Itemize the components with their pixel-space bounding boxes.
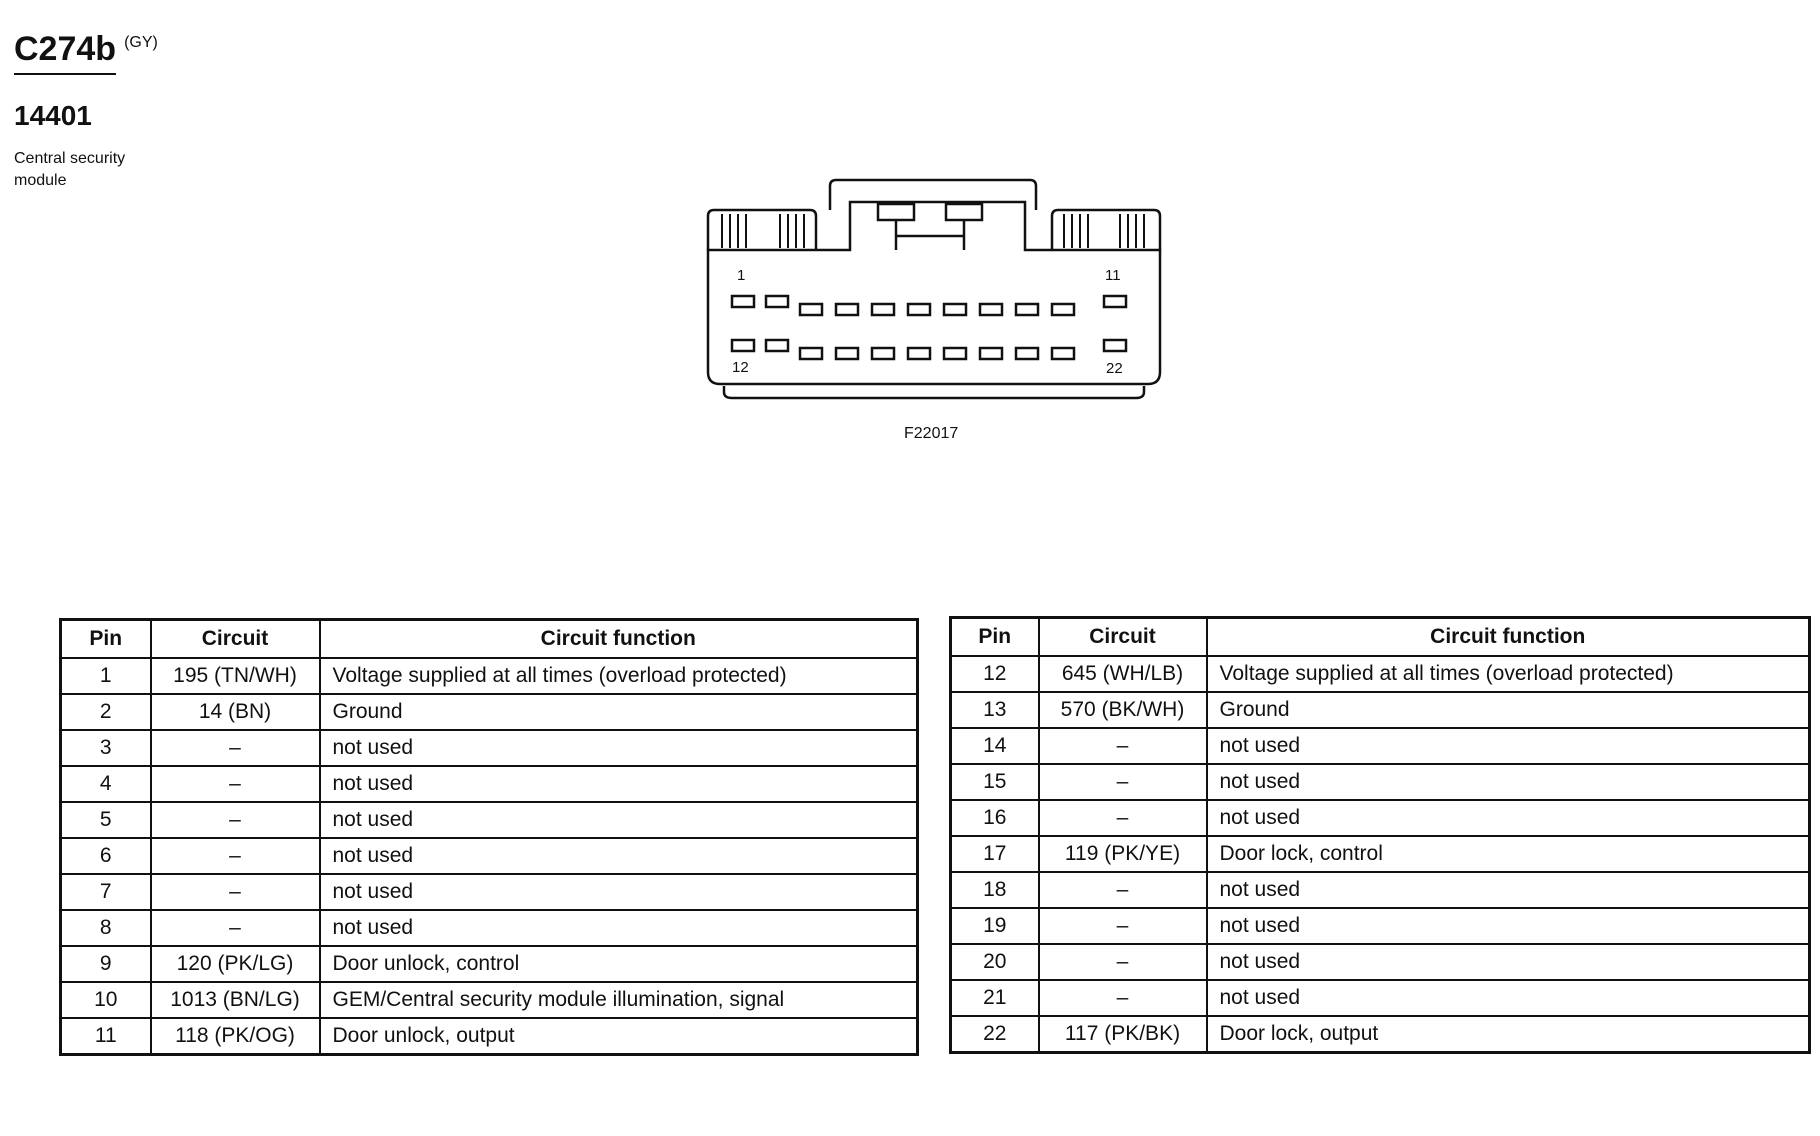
pin-cell: 17	[951, 836, 1039, 872]
pin-cell: 18	[951, 872, 1039, 908]
table-row	[61, 874, 918, 910]
function-cell: GEM/Central security module illumination, signal	[320, 982, 918, 1018]
function-cell: Ground	[320, 694, 918, 730]
table-row	[951, 944, 1810, 980]
table-header-row	[951, 618, 1810, 657]
rib-lines	[722, 214, 1144, 248]
connector-housing	[708, 180, 1160, 398]
pin-cell: 5	[61, 802, 151, 838]
circuit-cell: 195 (TN/WH)	[151, 658, 320, 694]
function-cell: not used	[320, 874, 918, 910]
pin-table-left	[59, 618, 919, 1056]
table-header-row	[61, 620, 918, 659]
pin-cell: 1	[61, 658, 151, 694]
pin-cell: 2	[61, 694, 151, 730]
circuit-cell: 645 (WH/LB)	[1039, 656, 1207, 692]
circuit-cell: 1013 (BN/LG)	[151, 982, 320, 1018]
function-cell: not used	[1207, 872, 1810, 908]
table-row	[951, 764, 1810, 800]
connector-face-diagram	[700, 176, 1170, 406]
pin-label-1: 1	[737, 267, 746, 284]
table-row	[61, 802, 918, 838]
function-cell: Door unlock, output	[320, 1018, 918, 1055]
pin-label-12: 12	[732, 359, 749, 376]
table-row	[951, 908, 1810, 944]
pin-label-11: 11	[1105, 267, 1121, 284]
pin-row-top	[732, 296, 1126, 315]
function-cell: not used	[320, 910, 918, 946]
function-cell: Voltage supplied at all times (overload protected)	[320, 658, 918, 694]
pin-cell: 7	[61, 874, 151, 910]
table-row	[61, 838, 918, 874]
module-name: Central security module	[14, 150, 126, 189]
function-cell: not used	[1207, 980, 1810, 1016]
pin-cell: 6	[61, 838, 151, 874]
circuit-cell: –	[151, 730, 320, 766]
circuit-cell: 119 (PK/YE)	[1039, 836, 1207, 872]
function-cell: Door lock, output	[1207, 1016, 1810, 1053]
function-cell: Ground	[1207, 692, 1810, 728]
pin-cell: 12	[951, 656, 1039, 692]
function-cell: not used	[320, 838, 918, 874]
table-row	[951, 836, 1810, 872]
circuit-cell: 117 (PK/BK)	[1039, 1016, 1207, 1053]
connector-color-code: (GY)	[124, 34, 158, 51]
header-pin: Pin	[951, 618, 1039, 657]
pin-cell: 20	[951, 944, 1039, 980]
connector-id: C274b	[14, 30, 116, 75]
circuit-cell: –	[151, 874, 320, 910]
table-row	[951, 1016, 1810, 1053]
table-row	[951, 728, 1810, 764]
circuit-cell: –	[1039, 980, 1207, 1016]
pin-table-right	[949, 616, 1811, 1054]
table-row	[61, 910, 918, 946]
pin-cell: 19	[951, 908, 1039, 944]
circuit-cell: –	[151, 766, 320, 802]
pin-cell: 10	[61, 982, 151, 1018]
pin-cell: 8	[61, 910, 151, 946]
connector-title	[14, 30, 158, 75]
table-row	[951, 692, 1810, 728]
function-cell: Door lock, control	[1207, 836, 1810, 872]
pin-cell: 3	[61, 730, 151, 766]
pin-cell: 21	[951, 980, 1039, 1016]
circuit-cell: 570 (BK/WH)	[1039, 692, 1207, 728]
function-cell: not used	[320, 802, 918, 838]
function-cell: Voltage supplied at all times (overload protected)	[1207, 656, 1810, 692]
header-circuit: Circuit	[151, 620, 320, 659]
circuit-cell: –	[1039, 872, 1207, 908]
table-row	[951, 656, 1810, 692]
circuit-cell: –	[1039, 944, 1207, 980]
function-cell: not used	[1207, 944, 1810, 980]
table-row	[61, 694, 918, 730]
figure-id: F22017	[904, 425, 959, 442]
part-number: 14401	[14, 100, 92, 131]
function-cell: not used	[320, 730, 918, 766]
function-cell: not used	[1207, 764, 1810, 800]
function-cell: not used	[1207, 800, 1810, 836]
table-row	[951, 872, 1810, 908]
circuit-cell: –	[151, 802, 320, 838]
pin-cell: 16	[951, 800, 1039, 836]
table-row	[61, 982, 918, 1018]
table-row	[61, 766, 918, 802]
function-cell: Door unlock, control	[320, 946, 918, 982]
table-row	[951, 980, 1810, 1016]
table-row	[61, 1018, 918, 1055]
table-row	[61, 658, 918, 694]
function-cell: not used	[1207, 908, 1810, 944]
pin-cell: 14	[951, 728, 1039, 764]
table-row	[61, 730, 918, 766]
pin-cell: 4	[61, 766, 151, 802]
function-cell: not used	[320, 766, 918, 802]
table-row	[951, 800, 1810, 836]
circuit-cell: 120 (PK/LG)	[151, 946, 320, 982]
pin-cell: 11	[61, 1018, 151, 1055]
circuit-cell: –	[1039, 764, 1207, 800]
circuit-cell: 14 (BN)	[151, 694, 320, 730]
circuit-cell: –	[151, 838, 320, 874]
header-function: Circuit function	[320, 620, 918, 659]
pin-label-22: 22	[1106, 360, 1123, 377]
pin-row-bottom	[732, 340, 1126, 359]
header-pin: Pin	[61, 620, 151, 659]
pin-cell: 13	[951, 692, 1039, 728]
header-function: Circuit function	[1207, 618, 1810, 657]
circuit-cell: –	[1039, 728, 1207, 764]
circuit-cell: –	[1039, 908, 1207, 944]
function-cell: not used	[1207, 728, 1810, 764]
header-circuit: Circuit	[1039, 618, 1207, 657]
pin-cell: 9	[61, 946, 151, 982]
pin-cell: 15	[951, 764, 1039, 800]
pin-cell: 22	[951, 1016, 1039, 1053]
circuit-cell: 118 (PK/OG)	[151, 1018, 320, 1055]
table-row	[61, 946, 918, 982]
circuit-cell: –	[1039, 800, 1207, 836]
circuit-cell: –	[151, 910, 320, 946]
